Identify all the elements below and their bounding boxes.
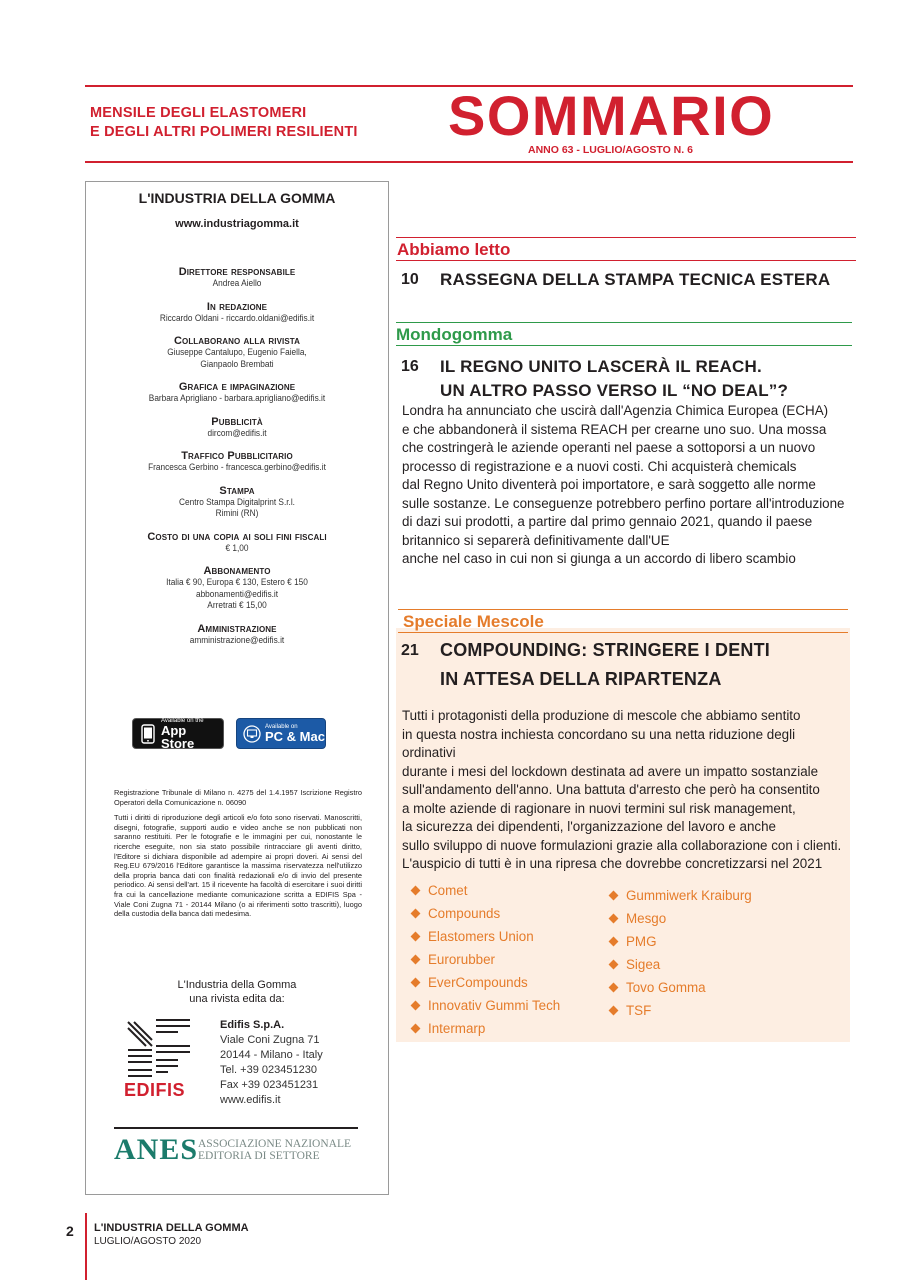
- footer-date: LUGLIO/AGOSTO 2020: [94, 1236, 202, 1247]
- company-name: PMG: [626, 934, 657, 949]
- company-item: [412, 1017, 560, 1040]
- publisher-city: 20144 - Milano - Italy: [220, 1049, 323, 1061]
- masthead-label: Direttore responsabile: [178, 266, 296, 278]
- masthead-value: Andrea Aiello: [212, 278, 262, 288]
- company-list-right: [610, 884, 752, 1022]
- masthead-value[interactable]: Barbara Aprigliano - barbara.aprigliano@edifis.it: [148, 393, 326, 403]
- diamond-bullet-icon: [609, 937, 619, 947]
- diamond-bullet-icon: [411, 886, 421, 896]
- article-abstract-regno-unito: [402, 402, 850, 569]
- anes-subtitle: [198, 1138, 368, 1162]
- publisher-tel: Tel. +39 023451230: [220, 1064, 317, 1076]
- section-heading-speciale-mescole: Speciale Mescole: [403, 612, 544, 631]
- masthead-label: Traffico Pubblicitario: [181, 450, 293, 462]
- masthead-label: Stampa: [219, 484, 255, 497]
- company-name: Mesgo: [626, 911, 667, 926]
- title-line-2: UN ALTRO PASSO VERSO IL “NO DEAL”?: [440, 381, 789, 400]
- abstract-line: sulle sostanze. Le conseguenze potrebbero perfino portare all'introduzione: [402, 495, 845, 511]
- edifis-wordmark: EDIFIS: [124, 1080, 186, 1100]
- section-heading-mondogomma: Mondogomma: [396, 325, 513, 344]
- subtitle-line-1: MENSILE DEGLI ELASTOMERI: [90, 105, 307, 121]
- company-item: [412, 971, 560, 994]
- page-title: SOMMARIO: [448, 84, 775, 147]
- masthead-label: In redazione: [206, 300, 268, 313]
- article-number-21: 21: [401, 642, 419, 659]
- speciale-top-rule: [398, 609, 848, 610]
- company-name: Tovo Gomma: [626, 980, 706, 995]
- abstract-line: dal Regno Unito diventerà poi importatore, e sarà soggetto alle norme: [402, 477, 816, 492]
- masthead-entry: [86, 301, 388, 325]
- masthead-value: Italia € 90, Europa € 130, Estero € 150: [166, 577, 308, 587]
- article-number-10: 10: [401, 271, 419, 288]
- company-item: [610, 999, 752, 1022]
- masthead-label: Costo di una copia ai soli fini fiscali: [147, 530, 327, 543]
- page-number: 2: [66, 1223, 74, 1239]
- abstract-line: che costringerà le aziende operanti nel paese a sottoporsi a un nuovo: [402, 440, 816, 455]
- diamond-bullet-icon: [609, 983, 619, 993]
- diamond-bullet-icon: [609, 1006, 619, 1016]
- company-list-left: [412, 879, 560, 1040]
- diamond-bullet-icon: [609, 891, 619, 901]
- diamond-bullet-icon: [609, 960, 619, 970]
- apple-phone-icon: [139, 723, 157, 745]
- rights-text: Tutti i diritti di riproduzione degli articoli e/o foto sono riservati. Manoscritti, disegni, fotografie, supporti audio e video anche se non pubblicati non saranno restituiti. Per le fotografie e le immagini per cui, nonostante le ricerche eseguite, non sia stato possibile rintracciare gli aventi diritto, l'Editore si dichiara disponibile ad adempire ai propri doveri. Ai sensi del Reg.EU 679/2016 l'Editore garantisce la massima riservatezza nell'utilizzo della propria banca dati con finalità redazionali e/o di invio del presente periodico. Ai sensi dell'art. 15 il ricevente ha facoltà di esercitare i suoi diritti fra cui la cancellazione mediante comunicazione scritta a EDIFIS Spa - Viale Coni Zugna 71 - 20144 Milano (o ai riferimenti sotto trascritti), luogo della custodia della banca dati medesima.: [114, 813, 362, 919]
- masthead-entry: [86, 485, 388, 520]
- masthead-entry: [86, 381, 388, 405]
- masthead-entry: [86, 565, 388, 612]
- masthead-credits: [86, 266, 388, 657]
- company-item: [610, 976, 752, 999]
- company-item: [610, 884, 752, 907]
- edited-by-line-2: una rivista edita da:: [189, 993, 285, 1005]
- diamond-bullet-icon: [411, 909, 421, 919]
- company-item: [610, 907, 752, 930]
- abstract-line: Tutti i protagonisti della produzione di mescole che abbiamo sentito: [402, 708, 801, 723]
- app-store-small-text: Available on the: [160, 717, 204, 724]
- magazine-title: L'INDUSTRIA DELLA GOMMA: [138, 190, 336, 206]
- mondogomma-bottom-rule: [396, 345, 852, 346]
- diamond-bullet-icon: [411, 1001, 421, 1011]
- company-name: Comet: [428, 883, 468, 898]
- abstract-line: la sicurezza dei dipendenti, l'organizzazione del lavoro e anche: [402, 819, 777, 834]
- company-item: [610, 953, 752, 976]
- abstract-line: e che abbandonerà il sistema REACH per crearne uno suo. Una mossa: [402, 421, 827, 437]
- monitor-icon: [243, 723, 261, 745]
- abbiamo-bottom-rule: [396, 260, 856, 261]
- abstract-line: durante i mesi del lockdown destinata ad avere un impatto sostanziale: [402, 763, 819, 779]
- mondogomma-top-rule: [396, 322, 852, 323]
- issue-info: ANNO 63 - LUGLIO/AGOSTO N. 6: [528, 144, 693, 156]
- header-subtitle: [90, 104, 430, 142]
- masthead-label: Amministrazione: [197, 622, 277, 635]
- article-title-regno-unito[interactable]: [440, 355, 788, 403]
- abstract-line: Londra ha annunciato che uscirà dall'Agenzia Chimica Europea (ECHA): [402, 403, 829, 418]
- company-name: Elastomers Union: [428, 929, 534, 944]
- masthead-value: Giuseppe Cantalupo, Eugenio Faiella,: [167, 347, 307, 357]
- masthead-entry: [86, 531, 388, 555]
- abstract-line: di dazi sui prodotti, a partire dal primo gennaio 2021, quando il paese: [402, 514, 813, 529]
- masthead-entry: [86, 416, 388, 440]
- diamond-bullet-icon: [411, 978, 421, 988]
- diamond-bullet-icon: [411, 1024, 421, 1034]
- header-bottom-rule: [85, 161, 853, 163]
- masthead-entry: [86, 450, 388, 474]
- abbiamo-top-rule: [396, 237, 856, 238]
- edited-by-line-1: L'Industria della Gomma: [177, 979, 297, 991]
- anes-wordmark: ANES: [114, 1133, 199, 1166]
- pc-mac-label: PC & Mac: [265, 729, 325, 744]
- footer-magazine: L'INDUSTRIA DELLA GOMMA: [94, 1222, 249, 1234]
- masthead-value: Gianpaolo Brembati: [200, 358, 274, 369]
- company-item: [412, 902, 560, 925]
- company-name: Sigea: [626, 957, 661, 972]
- masthead-label: Collaborano alla rivista: [173, 335, 301, 347]
- article-abstract-compounding: [402, 707, 850, 874]
- masthead-label: Abbonamento: [203, 565, 271, 577]
- masthead-entry: [86, 623, 388, 647]
- footer-rule: [85, 1213, 87, 1280]
- abstract-line: anche nel caso in cui non si giunga a un accordo di libero scambio: [402, 551, 796, 566]
- legal-notice: [114, 788, 362, 925]
- diamond-bullet-icon: [411, 955, 421, 965]
- company-item: [412, 948, 560, 971]
- masthead-label: Pubblicità: [211, 415, 263, 428]
- abstract-line: processo di registrazione e a nuovi costi. Chi acquisterà chemicals: [402, 458, 797, 474]
- masthead-value: Rimini (RN): [215, 508, 259, 518]
- publisher-info: [220, 1018, 380, 1108]
- title-line-2: IN ATTESA DELLA RIPARTENZA: [440, 669, 722, 689]
- masthead-value[interactable]: Riccardo Oldani - riccardo.oldani@edifis.it: [159, 312, 315, 323]
- masthead-label: Grafica e impaginazione: [178, 381, 296, 393]
- company-name: Compounds: [428, 906, 501, 921]
- masthead-value[interactable]: amministrazione@edifis.it: [189, 634, 285, 645]
- company-name: Intermarp: [428, 1021, 486, 1036]
- masthead-entry: [86, 266, 388, 290]
- pc-mac-badge[interactable]: [236, 718, 326, 749]
- edited-by: [86, 978, 388, 1006]
- pc-mac-small-text: Available on: [265, 724, 298, 730]
- abstract-line: sullo sviluppo di nuove formulazioni grazie alla collaborazione con i clienti.: [402, 837, 842, 853]
- company-item: [412, 994, 560, 1017]
- abstract-line: britannico si separerà definitivamente dall'UE: [402, 532, 670, 548]
- anes-sub-line-1: ASSOCIAZIONE NAZIONALE: [198, 1138, 351, 1150]
- registration-text: Registrazione Tribunale di Milano n. 4275 del 1.4.1957 Iscrizione Registro Operatori della Comunicazione n. 06090: [114, 788, 362, 807]
- masthead-value: Centro Stampa Digitalprint S.r.l.: [179, 496, 295, 507]
- masthead-value[interactable]: dircom@edifis.it: [207, 427, 267, 438]
- publisher-web[interactable]: www.edifis.it: [220, 1094, 281, 1106]
- anes-divider: [114, 1127, 358, 1129]
- company-name: TSF: [626, 1003, 652, 1018]
- diamond-bullet-icon: [411, 932, 421, 942]
- publisher-name: Edifis S.p.A.: [220, 1019, 285, 1031]
- masthead-box: [85, 181, 389, 1195]
- anes-sub-line-2: EDITORIA DI SETTORE: [198, 1150, 320, 1162]
- publisher-street: Viale Coni Zugna 71: [220, 1034, 320, 1046]
- abstract-line: a molte aziende di ragionare in nuovi termini sul risk management,: [402, 800, 796, 816]
- title-line-1: COMPOUNDING: STRINGERE I DENTI: [440, 640, 771, 660]
- masthead-entry: [86, 335, 388, 370]
- company-item: [412, 925, 560, 948]
- article-title-compounding[interactable]: [440, 636, 770, 694]
- masthead-value: Arretrati € 15,00: [207, 600, 267, 610]
- diamond-bullet-icon: [609, 914, 619, 924]
- title-line-1: IL REGNO UNITO LASCERÀ IL REACH.: [440, 357, 762, 376]
- subtitle-line-2: E DEGLI ALTRI POLIMERI RESILIENTI: [90, 124, 358, 140]
- abstract-line: L'auspicio di tutti è in una ripresa che dovrebbe concretizzarsi nel 2021: [402, 856, 823, 871]
- article-title-rassegna[interactable]: RASSEGNA DELLA STAMPA TECNICA ESTERA: [440, 270, 831, 289]
- company-item: [610, 930, 752, 953]
- abstract-line: sull'andamento dell'anno. Una battuta d'arresto che però ha consentito: [402, 782, 820, 797]
- article-number-16: 16: [401, 358, 419, 375]
- magazine-website[interactable]: www.industriagomma.it: [175, 218, 299, 230]
- abstract-line: in questa nostra inchiesta concordano su una netta riduzione degli ordinativi: [402, 726, 796, 760]
- speciale-bottom-rule: [398, 632, 848, 633]
- masthead-value: € 1,00: [225, 542, 249, 553]
- publisher-fax: Fax +39 023451231: [220, 1079, 319, 1091]
- app-store-badge[interactable]: [132, 718, 224, 749]
- company-name: Innovativ Gummi Tech: [428, 998, 561, 1013]
- masthead-value[interactable]: Francesca Gerbino - francesca.gerbino@edifis.it: [148, 462, 326, 472]
- section-heading-abbiamo-letto: Abbiamo letto: [397, 240, 511, 259]
- company-name: Gummiwerk Kraiburg: [626, 888, 752, 903]
- app-store-label: App Store: [160, 722, 195, 751]
- masthead-value[interactable]: abbonamenti@edifis.it: [195, 588, 279, 599]
- company-name: EverCompounds: [428, 975, 528, 990]
- company-name: Eurorubber: [428, 952, 495, 967]
- company-item: [412, 879, 560, 902]
